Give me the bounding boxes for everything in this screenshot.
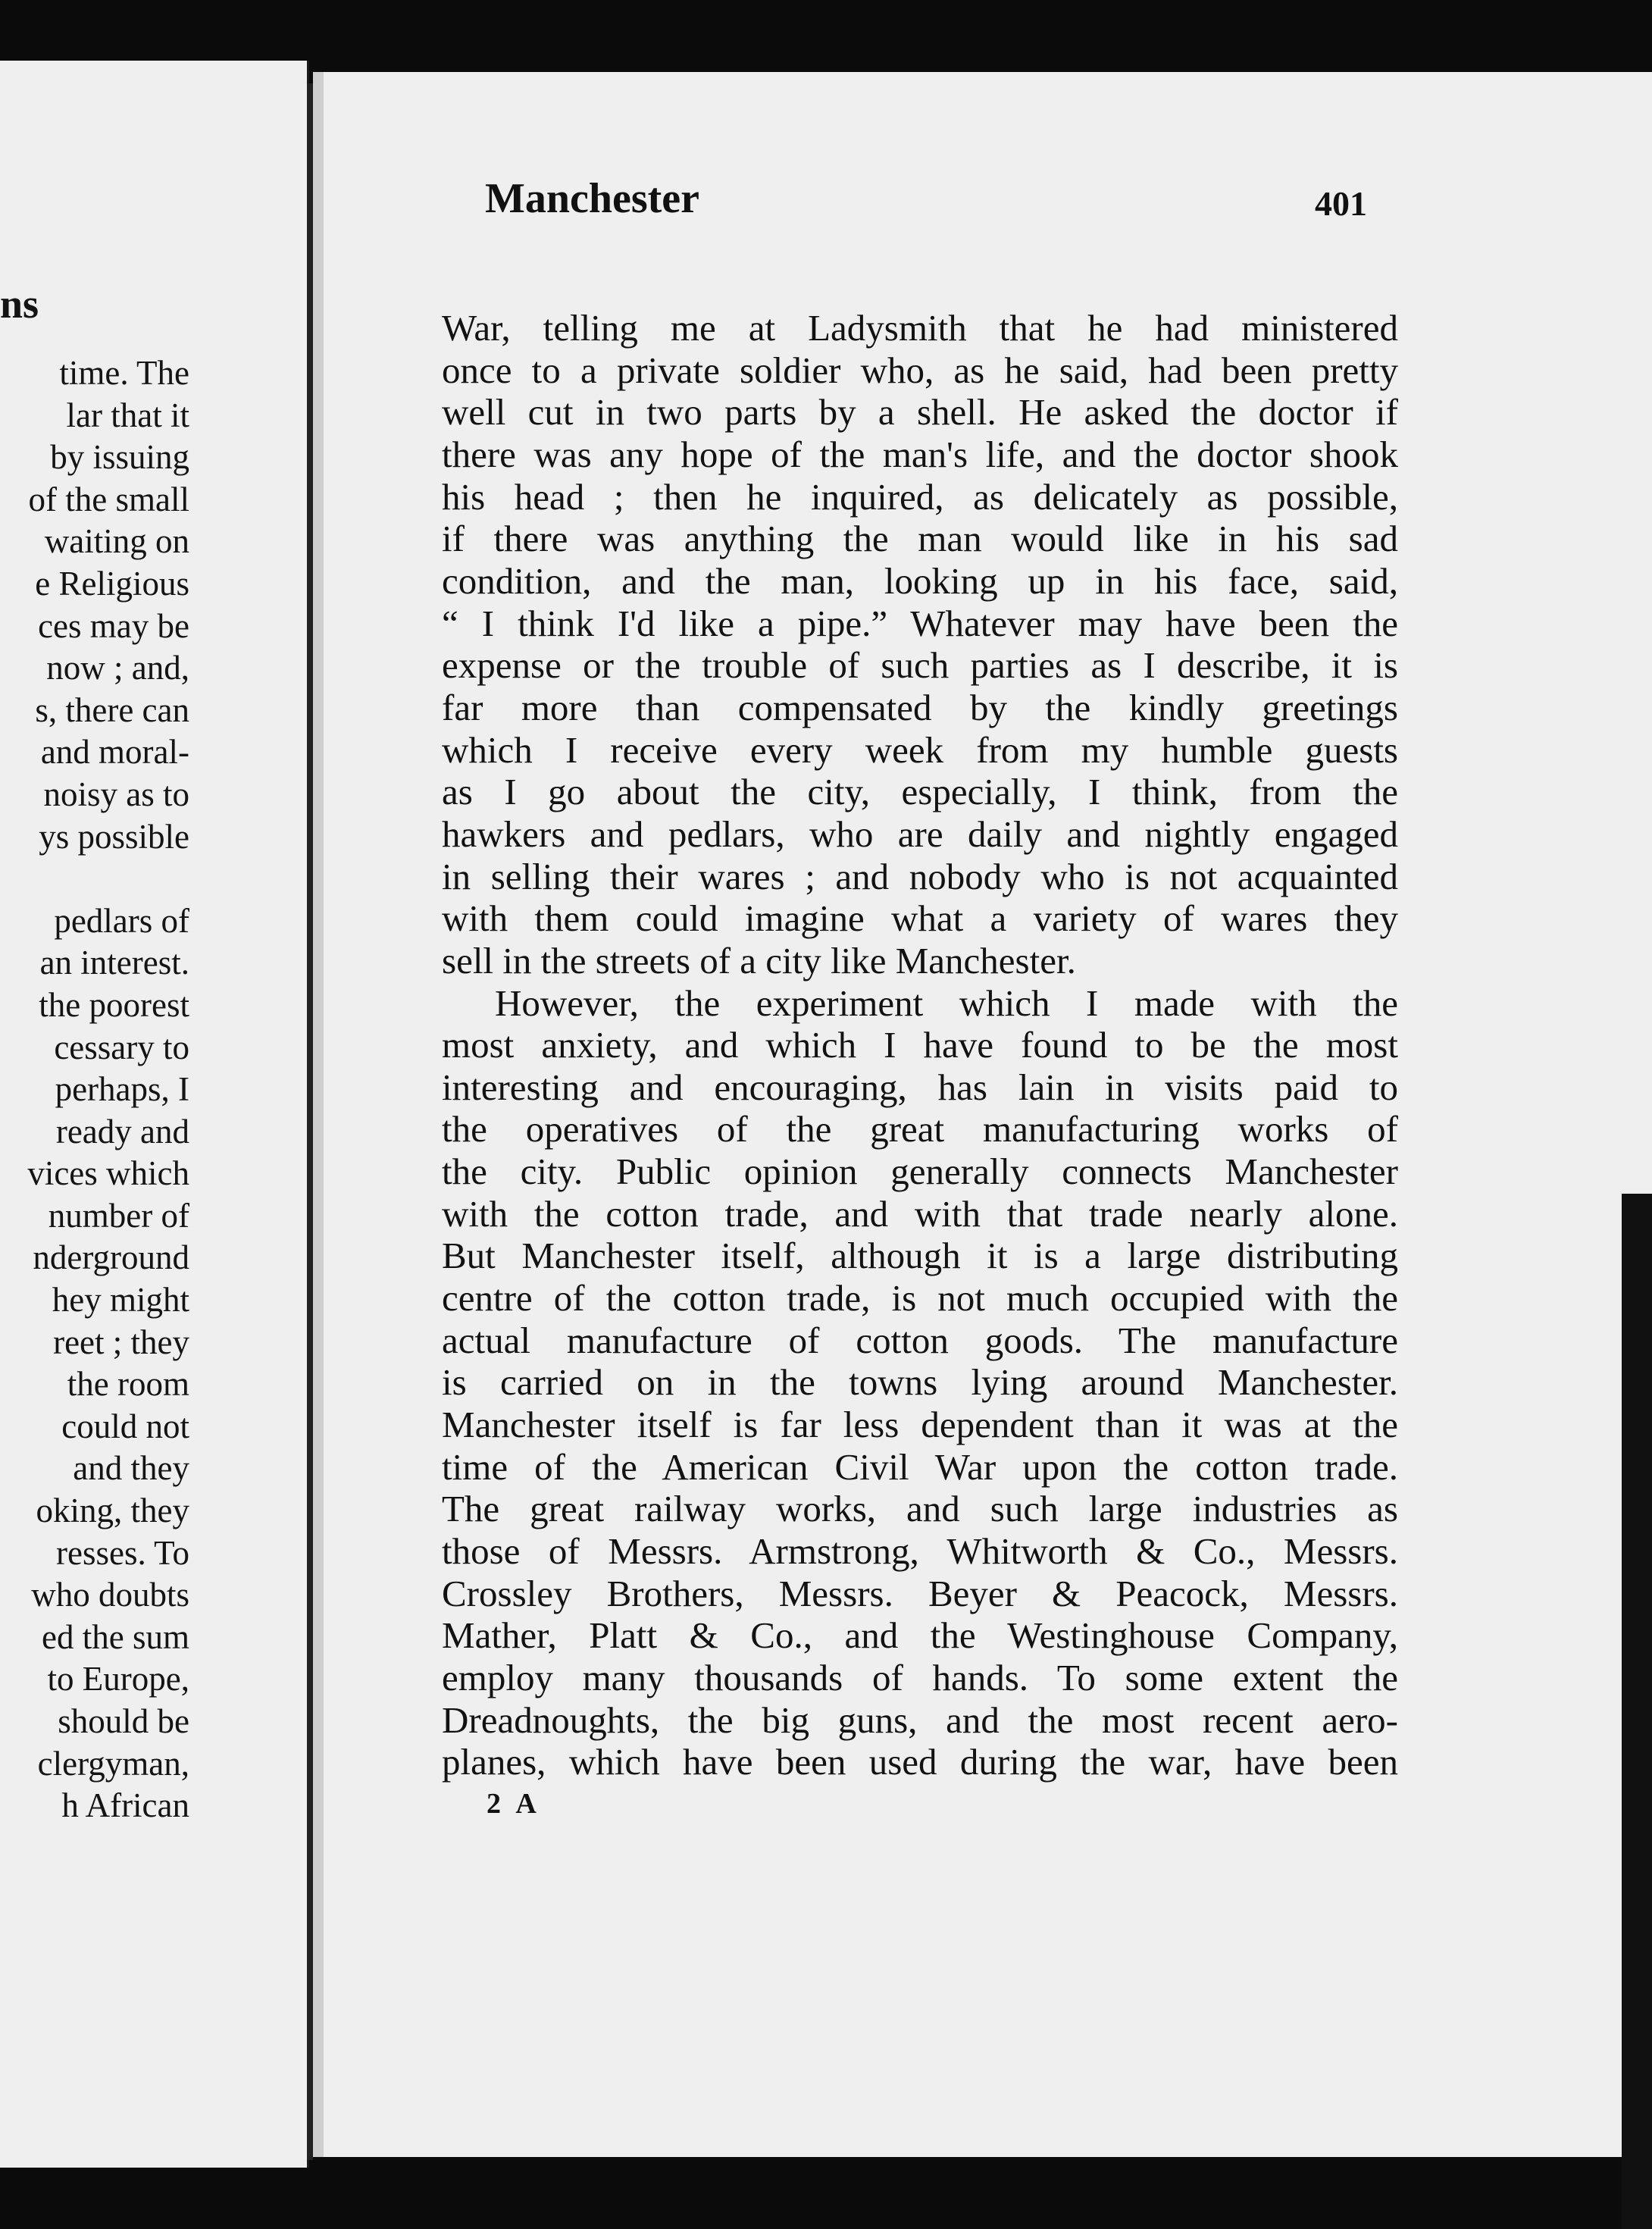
left-page-heading: ns	[0, 281, 39, 327]
left-text-line: vices which	[27, 1154, 189, 1193]
body-text-line: interesting and encouraging, has lain in visits paid to	[442, 1066, 1398, 1108]
left-text-line: could not	[61, 1407, 189, 1445]
left-text-line: lar that it	[66, 396, 189, 434]
body-text-line: Dreadnoughts, the big guns, and the most recent aero-	[442, 1698, 1398, 1741]
body-text-line: Crossley Brothers, Messrs. Beyer & Peacock, Messrs.	[442, 1572, 1398, 1614]
left-text-line: s, there can	[35, 690, 189, 729]
body-text-line: his head ; then he inquired, as delicately as possible,	[442, 475, 1398, 518]
body-text-line: Manchester itself is far less dependent than it was at the	[442, 1404, 1398, 1446]
body-text-line: most anxiety, and which I have found to be the most	[442, 1024, 1398, 1066]
left-text-line: who doubts	[31, 1576, 189, 1614]
body-text-line: sell in the streets of a city like Manchester.	[442, 939, 1076, 981]
left-text-line: cessary to	[54, 1028, 189, 1066]
left-text-line: waiting on	[44, 522, 189, 561]
left-text-line: e Religious	[35, 564, 189, 603]
left-text-line: noisy as to	[43, 775, 189, 813]
left-text-line: should be	[58, 1702, 189, 1740]
running-head: Manchester	[485, 175, 700, 222]
body-text-line: well cut in two parts by a shell. He asked the doctor if	[442, 391, 1398, 434]
body-text-line: once to a private soldier who, as he said, had been pretty	[442, 349, 1398, 391]
body-text-line: those of Messrs. Armstrong, Whitworth & Co., Messrs.	[442, 1530, 1398, 1573]
page-number: 401	[1315, 184, 1367, 223]
left-text-line: ys possible	[39, 817, 189, 856]
body-text-line: far more than compensated by the kindly greetings	[442, 686, 1398, 728]
left-text-line: to Europe,	[47, 1660, 189, 1698]
left-text-line: oking, they	[36, 1492, 189, 1530]
body-text-line: expense or the trouble of such parties as I describe, it is	[442, 644, 1398, 687]
body-text	[442, 307, 1398, 1783]
left-text-line: an interest.	[39, 944, 189, 982]
left-text-line: ed the sum	[42, 1617, 189, 1656]
body-text-line: actual manufacture of cotton goods. The manufacture	[442, 1319, 1398, 1361]
left-text-line: resses. To	[55, 1533, 189, 1572]
left-text-line: clergyman,	[37, 1744, 189, 1783]
body-text-line: But Manchester itself, although it is a large distributing	[442, 1235, 1398, 1277]
left-text-line: number of	[48, 1196, 189, 1235]
body-text-line: if there was anything the man would like in his sad	[442, 518, 1398, 560]
body-text-line: with them could imagine what a variety of wares they	[442, 897, 1398, 940]
left-text-line: of the small	[28, 480, 189, 518]
left-page-text	[0, 352, 189, 1827]
body-text-line: planes, which have been used during the war, have been	[442, 1741, 1398, 1783]
body-text-line: The great railway works, and such large industries as	[442, 1488, 1398, 1530]
left-text-line: pedlars of	[54, 901, 189, 940]
left-text-line: the room	[67, 1365, 189, 1404]
left-text-line: ces may be	[38, 606, 189, 645]
body-text-line: the city. Public opinion generally connects Manchester	[442, 1151, 1398, 1193]
body-text-line: condition, and the man, looking up in his face, said,	[442, 559, 1398, 602]
body-text-line: However, the experiment which I made with the	[495, 981, 1398, 1024]
left-text-line: and they	[73, 1449, 189, 1488]
body-text-line: hawkers and pedlars, who are daily and nightly engaged	[442, 812, 1398, 855]
left-text-line: hey might	[52, 1281, 189, 1320]
body-text-line: with the cotton trade, and with that trade nearly alone.	[442, 1192, 1398, 1235]
page-edge-shadow	[1622, 1194, 1652, 2229]
body-text-line: employ many thousands of hands. To some extent the	[442, 1657, 1398, 1698]
left-text-line: the poorest	[39, 985, 189, 1024]
left-text-line	[0, 858, 189, 900]
body-text-line: there was any hope of the man's life, and the doctor shook	[442, 433, 1398, 475]
body-text-line: is carried on in the towns lying around Manchester.	[442, 1361, 1398, 1404]
left-text-line: nderground	[33, 1238, 189, 1277]
body-text-line: in selling their wares ; and nobody who is not acquainted	[442, 855, 1398, 897]
body-text-line: Mather, Platt & Co., and the Westinghouse Company,	[442, 1614, 1398, 1657]
body-text-line: time of the American Civil War upon the cotton trade.	[442, 1445, 1398, 1488]
body-text-line: War, telling me at Ladysmith that he had ministered	[442, 307, 1398, 349]
left-text-line: h African	[61, 1786, 189, 1825]
left-text-line: ready and	[55, 1112, 189, 1151]
body-text-line: centre of the cotton trade, is not much occupied with the	[442, 1277, 1398, 1320]
left-text-line: by issuing	[50, 438, 189, 477]
left-text-line: reet ; they	[53, 1323, 189, 1361]
book-spine	[307, 83, 313, 2160]
left-page	[0, 61, 309, 2168]
signature-mark: 2 A	[487, 1788, 541, 1820]
body-text-line: as I go about the city, especially, I think, from the	[442, 771, 1398, 813]
left-text-line: time. The	[59, 354, 189, 392]
body-text-line: “ I think I'd like a pipe.” Whatever may have been the	[442, 602, 1398, 644]
body-text-line: which I receive every week from my humble guests	[442, 728, 1398, 771]
left-text-line: perhaps, I	[55, 1070, 189, 1109]
left-text-line: and moral-	[40, 733, 189, 772]
body-text-line: the operatives of the great manufacturing works of	[442, 1108, 1398, 1151]
left-text-line: now ; and,	[46, 649, 189, 687]
